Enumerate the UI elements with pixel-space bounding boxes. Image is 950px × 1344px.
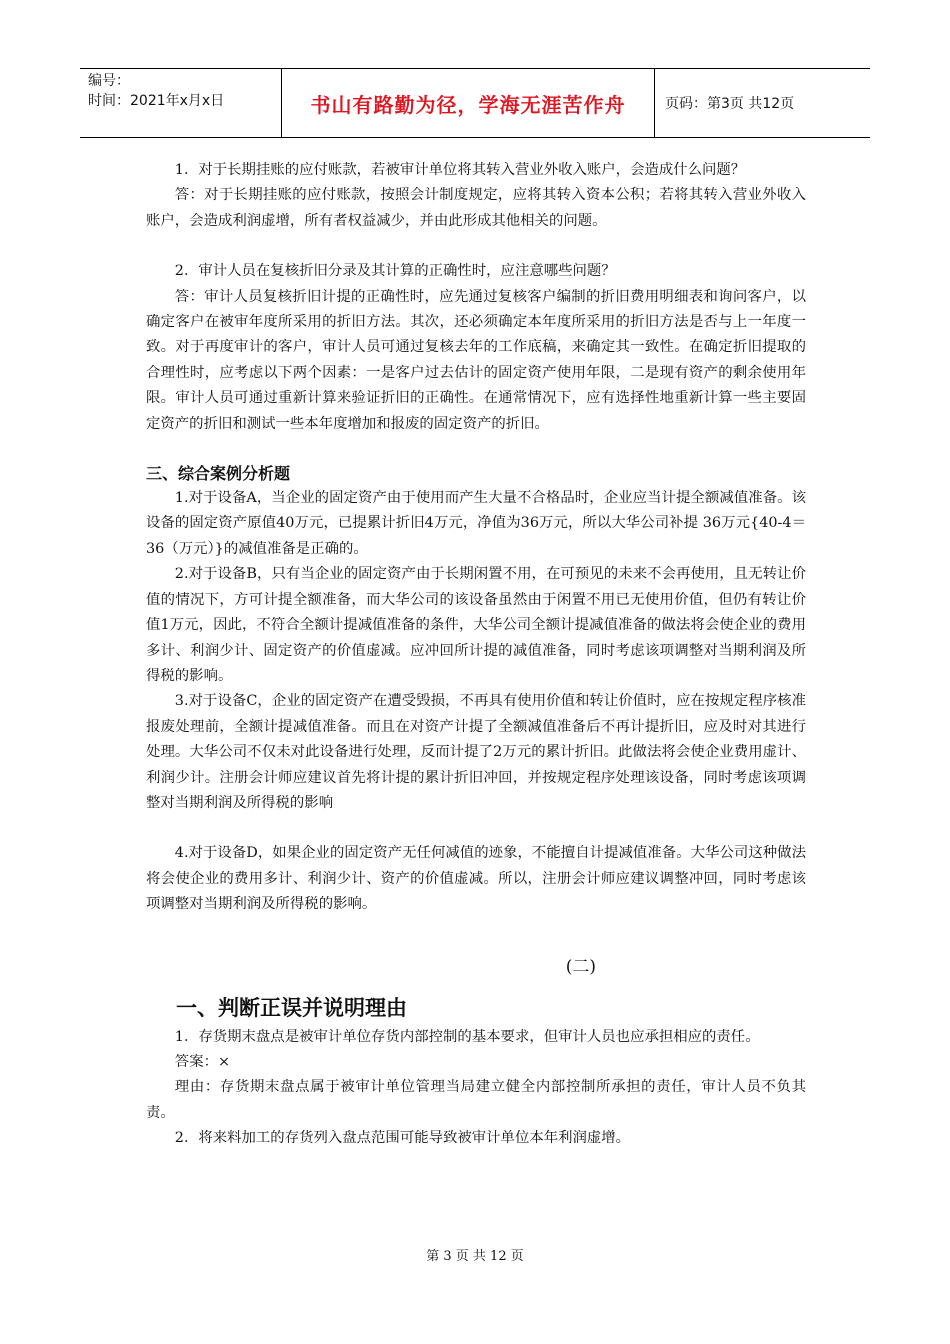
date-label: 时间：2021年x月x日 [88, 93, 225, 109]
answer-1: 答：对于长期挂账的应付账款，按照会计制度规定，应将其转入资本公积；若将其转入营业外收入账户，会造成利润虚增，所有者权益减少，并由此形成其他相关的问题。 [146, 187, 806, 229]
judge-answer-1: 答案：× [174, 1053, 231, 1070]
question-2: 2．审计人员在复核折旧分录及其计算的正确性时，应注意哪些问题？ [174, 263, 616, 280]
judge-reason-1: 理由：存货期末盘点属于被审计单位管理当局建立健全内部控制所承担的责任，审计人员不负其责。 [146, 1079, 806, 1121]
question-1: 1．对于长期挂账的应付账款，若被审计单位将其转入营业外收入账户，会造成什么问题？ [174, 162, 746, 178]
document-body [146, 158, 806, 1152]
answer-2: 答：审计人员复核折旧计提的正确性时，应先通过复核客户编制的折旧费用明细表和询问客户，以确定客户在被审年度所采用的折旧方法。其次，还必须确定本年度所采用的折旧方法是否与上一年度一致。对于再度审计的客户，审计人员可通过复核去年的工作底稿，来确定其一致性。在确定折旧提取的合理性时，应考虑以下两个因素：一是客户过去估计的固定资产使用年限，二是现有资产的剩余使用年限。审计人员可通过重新计算来验证折旧的正确性。在通常情况下，应有选择性地重新计算一些主要固定资产的折旧和测试一些本年度增加和报废的固定资产的折旧。 [146, 288, 806, 432]
section-title-case-analysis: 三、综合案例分析题 [146, 464, 291, 484]
part-mark: (二) [565, 956, 596, 977]
motto: 书山有路勤为径，学海无涯苦作舟 [282, 69, 655, 137]
page-label: 页码：第3页 共12页 [665, 96, 795, 112]
case-item-b: 2.对于设备B，只有当企业的固定资产由于长期闲置不用，在可预见的未来不会再使用，且无转让价值的情况下，方可计提全额准备，而大华公司的该设备虽然由于闲置不用已无使用价值，但仍有转让价值1万元，因此，不符合全额计提减值准备的条件，大华公司全额计提减值准备的做法将会使企业的费用多计、利润少计、固定资产的价值虚减。应冲回所计提的减值准备，同时考虑该项调整对当期利润及所得税的影响。 [146, 566, 806, 684]
part2-title: 一、判断正误并说明理由 [176, 995, 407, 1020]
page-footer: 第 3 页 共 12 页 [426, 1249, 524, 1264]
case-item-d: 4.对于设备D，如果企业的固定资产无任何减值的迹象，不能擅自计提减值准备。大华公司这种做法将会使企业的费用多计、利润少计、资产的价值虚减。所以，注册会计师应建议调整冲回，同时考虑该项调整对当期利润及所得税的影响。 [146, 845, 806, 913]
header-table [80, 68, 870, 138]
number-label: 编号： [88, 73, 130, 89]
judge-question-2: 2．将来料加工的存货列入盘点范围可能导致被审计单位本年利润虚增。 [174, 1130, 631, 1147]
header-left-cell [80, 69, 282, 137]
case-item-a: 1.对于设备A，当企业的固定资产由于使用而产生大量不合格品时，企业应当计提全额减值准备。该设备的固定资产原值40万元，已提累计折旧4万元，净值为36万元，所以大华公司补提 36万元{40-4＝36（万元）}的减值准备是正确的。 [146, 490, 806, 557]
case-item-c: 3.对于设备C，企业的固定资产在遭受毁损，不再具有使用价值和转让价值时，应在按规定程序核准报废处理前，全额计提减值准备。而且在对资产计提了全额减值准备后不再计提折旧，应及时对其进行处理。大华公司不仅未对此设备进行处理，反而计提了2万元的累计折旧。此做法将会使企业费用虚计、利润少计。注册会计师应建议首先将计提的累计折旧冲回，并按规定程序处理该设备，同时考虑该项调整对当期利润及所得税的影响 [146, 693, 806, 811]
judge-question-1: 1．存货期末盘点是被审计单位存货内部控制的基本要求，但审计人员也应承担相应的责任。 [174, 1028, 760, 1045]
